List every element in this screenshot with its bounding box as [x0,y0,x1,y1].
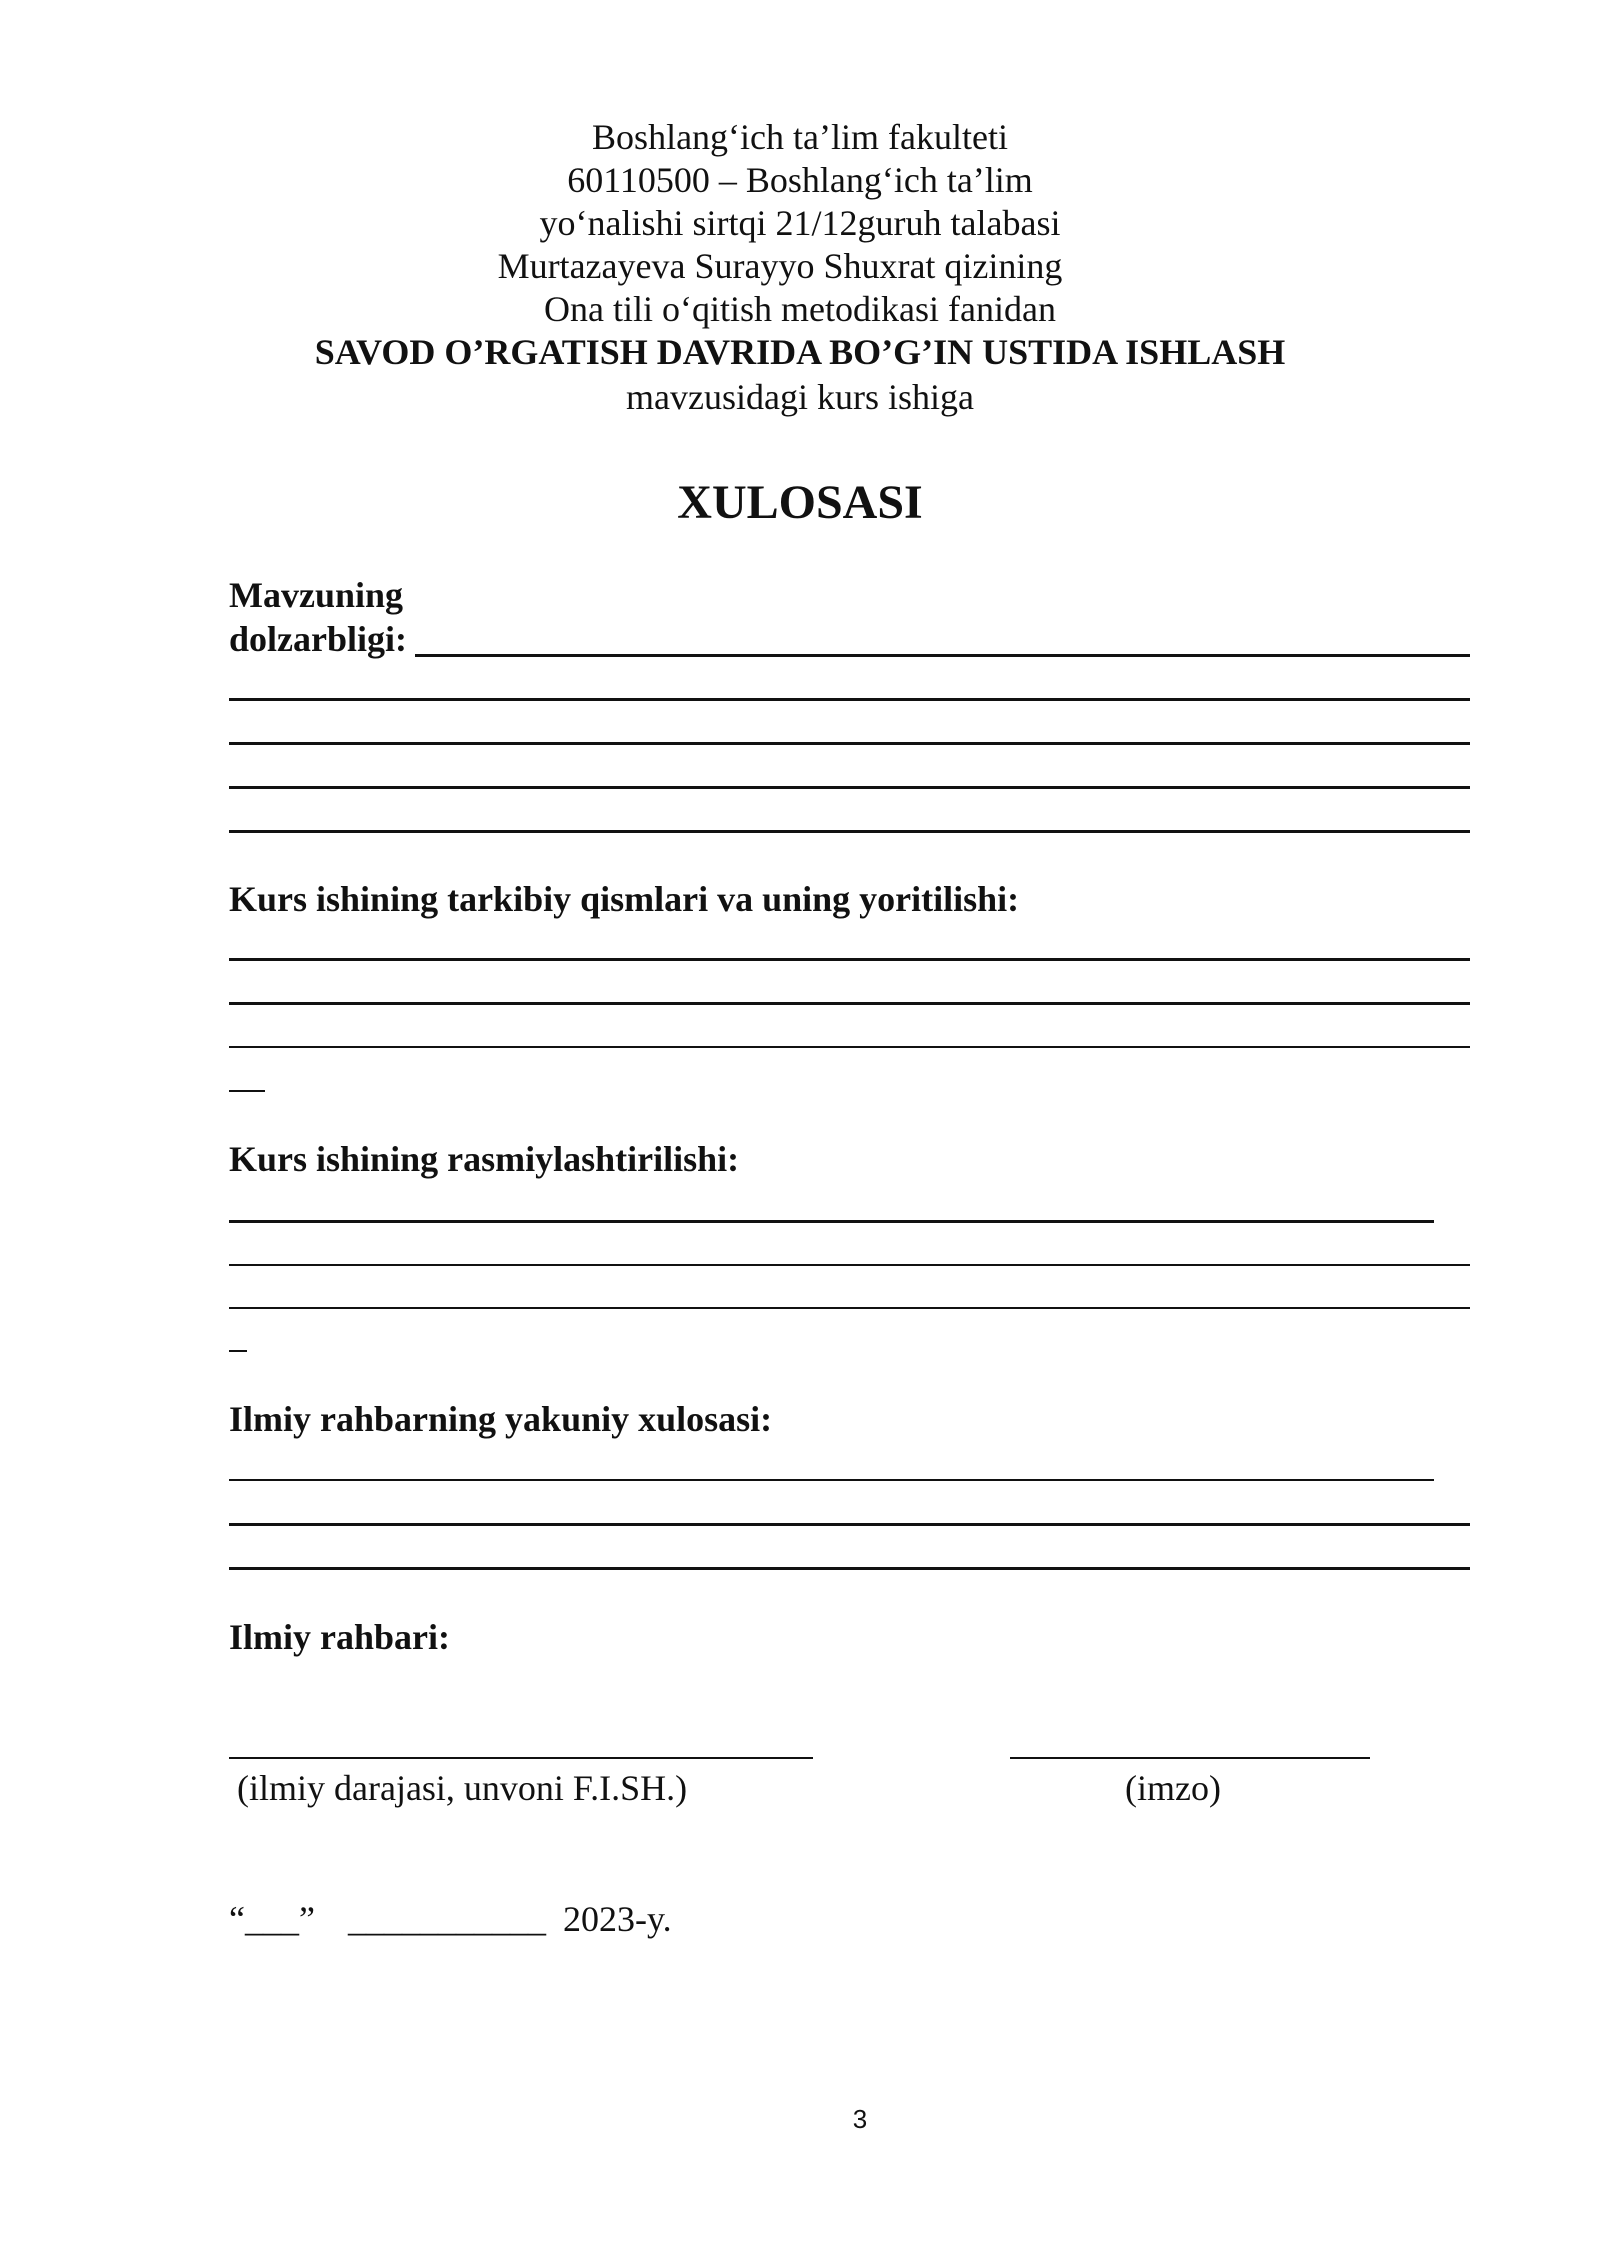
parts-blank-line[interactable] [229,958,1470,961]
subject-line: Ona tili o‘qitish metodikasi fanidan [544,289,1056,329]
relevance-label-line1: Mavzuning [229,575,404,615]
group-line: yo‘nalishi sirtqi 21/12guruh talabasi [539,203,1061,243]
degree-caption: (ilmiy darajasi, unvoni F.I.SH.) [237,1768,688,1808]
program-code: 60110500 – Boshlang‘ich ta’lim [567,160,1033,200]
formatting-blank-line[interactable] [229,1220,1434,1223]
parts-blank-line-end[interactable] [229,1090,265,1092]
supervisor-label: Ilmiy rahbari: [229,1617,450,1657]
relevance-blank-line[interactable] [415,654,1470,657]
page-title: XULOSASI [677,476,923,529]
formatting-blank-line[interactable] [229,1307,1470,1309]
parts-label: Kurs ishining tarkibiy qismlari va uning yoritilishi: [229,879,1020,919]
student-name: Murtazayeva Surayyo Shuxrat qizining [497,246,1063,286]
degree-name-blank-line[interactable] [229,1757,813,1759]
formatting-blank-line[interactable] [229,1264,1470,1266]
topic-suffix: mavzusidagi kurs ishiga [626,377,974,417]
date-day[interactable]: “___” [229,1899,315,1939]
relevance-blank-line[interactable] [229,786,1470,789]
date-year: 2023-y. [563,1899,672,1939]
page-number: 3 [852,2104,868,2134]
relevance-label-line2: dolzarbligi: [229,619,407,659]
conclusion-blank-line[interactable] [229,1523,1470,1526]
signature-caption: (imzo) [1125,1768,1221,1808]
conclusion-label: Ilmiy rahbarning yakuniy xulosasi: [229,1399,773,1439]
date-month[interactable]: ___________ [348,1899,546,1939]
parts-blank-line[interactable] [229,1002,1470,1005]
topic-title: SAVOD O’RGATISH DAVRIDA BO’G’IN USTIDA ISHLASH [314,332,1286,372]
formatting-label: Kurs ishining rasmiylashtirilishi: [229,1139,740,1179]
parts-blank-line[interactable] [229,1046,1470,1048]
faculty-name: Boshlang‘ich ta’lim fakulteti [592,117,1008,157]
signature-blank-line[interactable] [1010,1757,1370,1759]
relevance-blank-line[interactable] [229,830,1470,833]
formatting-blank-line-end[interactable] [229,1350,247,1352]
relevance-blank-line[interactable] [229,742,1470,745]
conclusion-blank-line[interactable] [229,1567,1470,1570]
relevance-blank-line[interactable] [229,698,1470,701]
conclusion-blank-line[interactable] [229,1479,1434,1481]
